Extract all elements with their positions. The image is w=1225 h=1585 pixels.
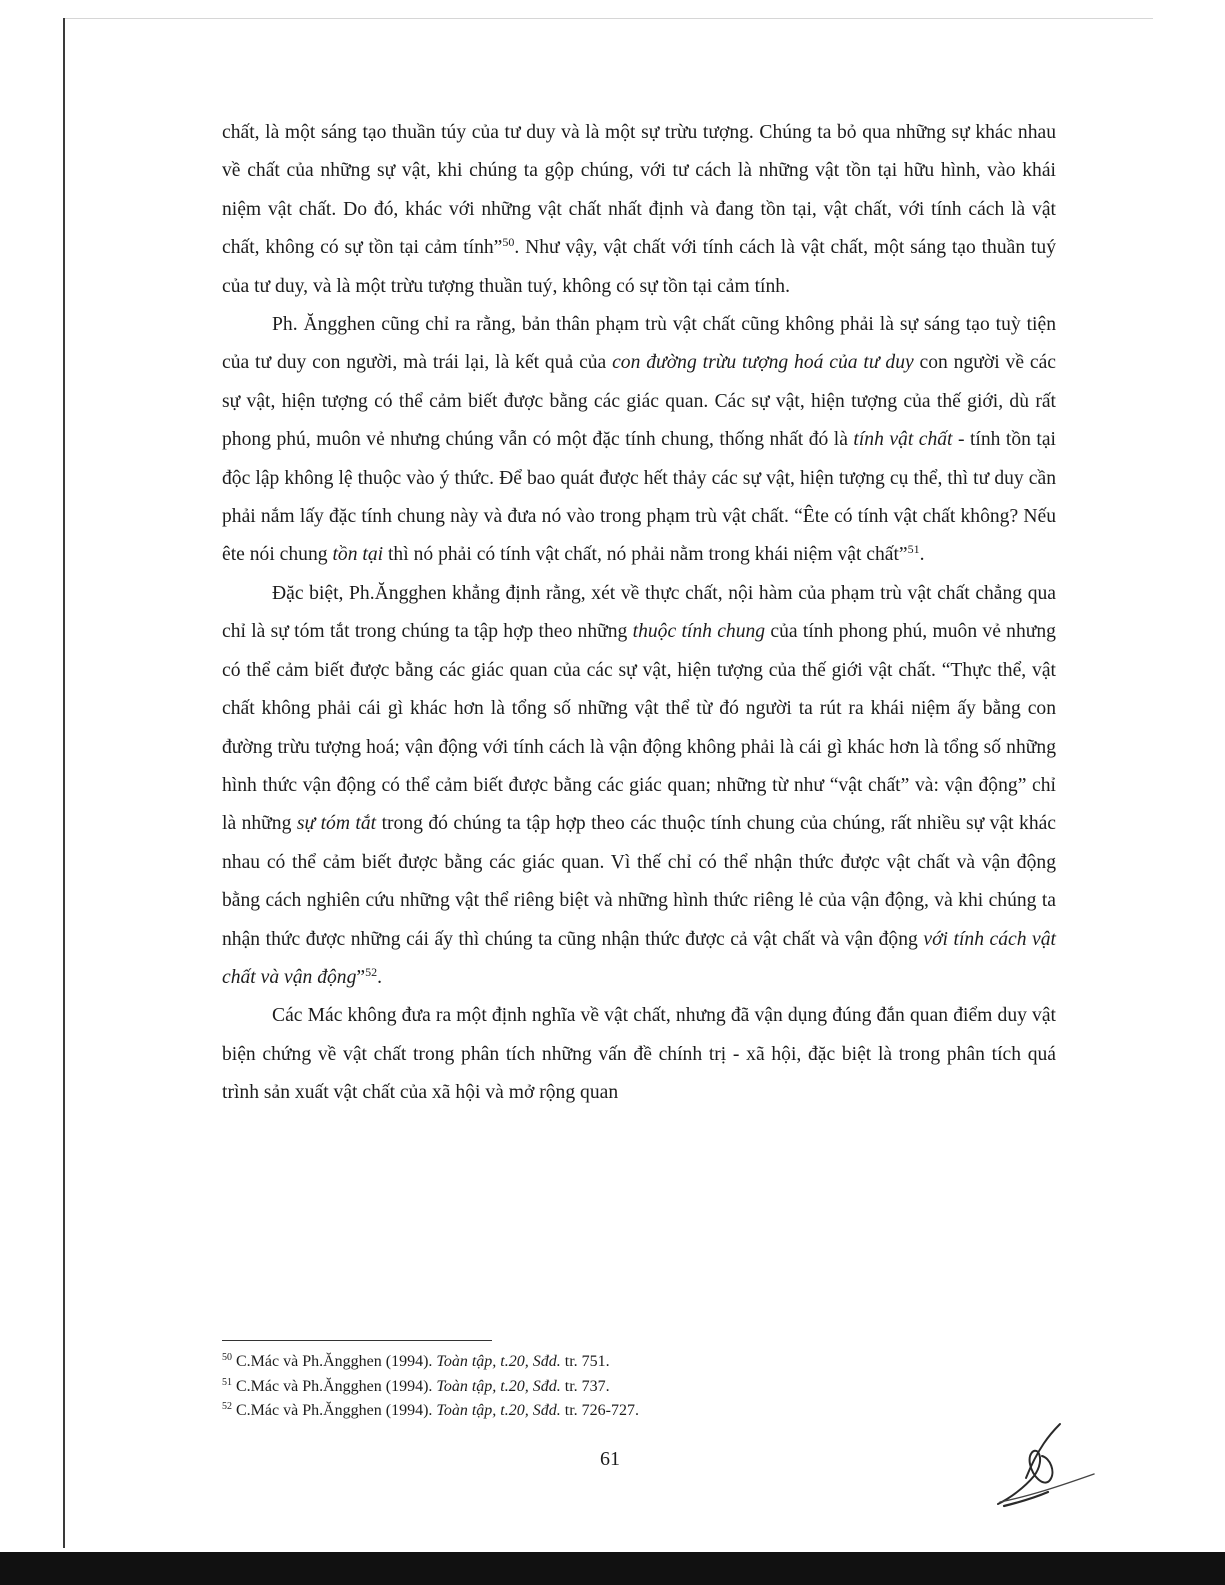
- footnote-work: Toàn tập, t.20, Sđd.: [436, 1353, 561, 1370]
- text-run: trong đó chúng ta tập hợp theo các thuộc tính chung của chúng, rất nhiều sự vật khác nhau có thể cảm biết được bằng các giác quan. Vì thế chỉ có thể nhận thức được vật chất và vận động bằng cách nghiên cứu những vật thể riêng biệt và những hình thức riêng lẻ của vận động, và khi chúng ta nhận thức được những cái ấy thì chúng ta cũng nhận thức được cả vật chất và vận động: [222, 813, 1057, 950]
- italic-text: tính vật chất: [853, 429, 953, 451]
- text-run: Ph. Ăngghen cũng chỉ ra rằng, bản thân phạm trù vật chất cũng không phải là sự sáng tạo tuỳ tiện của tư duy con người, mà trái lại, là kết quả của: [222, 314, 1056, 374]
- italic-text: con đường trừu tượng hoá của tư duy: [612, 352, 914, 374]
- footnote-ref: 51: [907, 542, 920, 557]
- text-run: - tính tồn tại độc lập không lệ thuộc vào ý thức. Để bao quát được hết thảy các sự vật, hiện tượng cụ thể, thì tư duy cần phải nắm lấy đặc tính chung này và đưa nó vào trong phạm trù vật chất. “Ête có tính vật chất không? Nếu ête nói chung: [222, 429, 1056, 566]
- text-run: ”: [356, 966, 366, 988]
- page-number: 61: [600, 1448, 620, 1470]
- text-run: thì nó phải có tính vật chất, nó phải nằm trong khái niệm vật chất”: [383, 544, 908, 566]
- footnote-number: 52: [222, 1401, 232, 1412]
- italic-text: sự tóm tắt: [296, 813, 377, 835]
- scan-top-edge: [63, 18, 1153, 19]
- paragraph: [222, 306, 1056, 575]
- footnote-author: C.Mác và Ph.Ăngghen (1994).: [236, 1402, 437, 1419]
- italic-text: tồn tại: [332, 544, 384, 566]
- text-run: con người về các sự vật, hiện tượng có thể cảm biết được bằng các giác quan. Các sự vật, hiện tượng của thế giới, dù rất phong phú, muôn vẻ nhưng chúng vẫn có một đặc tính chung, thống nhất đó là: [222, 352, 1056, 451]
- footnote-page: tr. 737.: [560, 1377, 610, 1395]
- text-run: .: [377, 966, 383, 988]
- footnote-item: [222, 1375, 1056, 1400]
- paragraph: [222, 575, 1056, 997]
- text-run: Đặc biệt, Ph.Ăngghen khẳng định rằng, xét về thực chất, nội hàm của phạm trù vật chất chẳng qua chỉ là sự tóm tắt trong chúng ta tập hợp theo những: [222, 582, 1056, 643]
- footnote-item: [222, 1399, 1056, 1424]
- text-run: .: [919, 544, 925, 566]
- footnote-page: tr. 751.: [560, 1353, 610, 1370]
- footnote-number: 50: [222, 1352, 232, 1363]
- scan-bottom-edge: [0, 1552, 1225, 1585]
- footnote-ref: 52: [365, 964, 378, 979]
- footnote-author: C.Mác và Ph.Ăngghen (1994).: [236, 1377, 437, 1395]
- text-run: chất, là một sáng tạo thuần túy của tư duy và là một sự trừu tượng. Chúng ta bỏ qua những sự khác nhau về chất của những sự vật, khi chúng ta gộp chúng, với tư cách là những vật tồn tại hữu hình, vào khái niệm vật chất. Do đó, khác với những vật chất nhất định và đang tồn tại, vật chất, với tính cách là vật chất, không có sự tồn tại cảm tính”: [222, 122, 1056, 259]
- text-run: Các Mác không đưa ra một định nghĩa về vật chất, nhưng đã vận dụng đúng đắn quan điểm duy vật biện chứng về vật chất trong phân tích những vấn đề chính trị - xã hội, đặc biệt là trong phân tích quá trình sản xuất vật chất của xã hội và mở rộng quan: [222, 1005, 1056, 1104]
- footnote-page: tr. 726-727.: [560, 1402, 639, 1419]
- paragraph: [222, 114, 1056, 306]
- footnote-item: [222, 1350, 1056, 1375]
- footnote-ref: 50: [502, 235, 515, 250]
- text-run: . Như vậy, vật chất với tính cách là vật chất, một sáng tạo thuần tuý của tư duy, và là một trừu tượng thuần tuý, không có sự tồn tại cảm tính.: [222, 237, 1056, 297]
- footnote-number: 51: [222, 1376, 232, 1388]
- footnote-separator: [222, 1340, 492, 1341]
- footnote-work: Toàn tập, t.20, Sđd.: [436, 1377, 561, 1395]
- footnote-author: C.Mác và Ph.Ăngghen (1994).: [236, 1353, 437, 1370]
- footnote-work: Toàn tập, t.20, Sđd.: [436, 1402, 561, 1419]
- signature-mark: [990, 1418, 1100, 1510]
- body-text: [222, 114, 1056, 1113]
- scan-left-edge: [63, 18, 65, 1548]
- paragraph: [222, 997, 1056, 1112]
- footnotes: [222, 1350, 1056, 1424]
- italic-text: với tính cách vật chất và vận động: [222, 928, 1056, 988]
- text-run: của tính phong phú, muôn vẻ nhưng có thể cảm biết được bằng các giác quan của các sự vật, hiện tượng của thế giới vật chất. “Thực thể, vật chất không phải cái gì khác hơn là tổng số những vật thể từ đó người ta rút ra khái niệm ấy bằng con đường trừu tượng hoá; vận động với tính cách là vận động không phải là cái gì khác hơn là tổng số những hình thức vận động có thể cảm biết được bằng các giác quan; những từ như “vật chất” và: vận động” chỉ là những: [222, 621, 1056, 835]
- italic-text: thuộc tính chung: [632, 621, 766, 643]
